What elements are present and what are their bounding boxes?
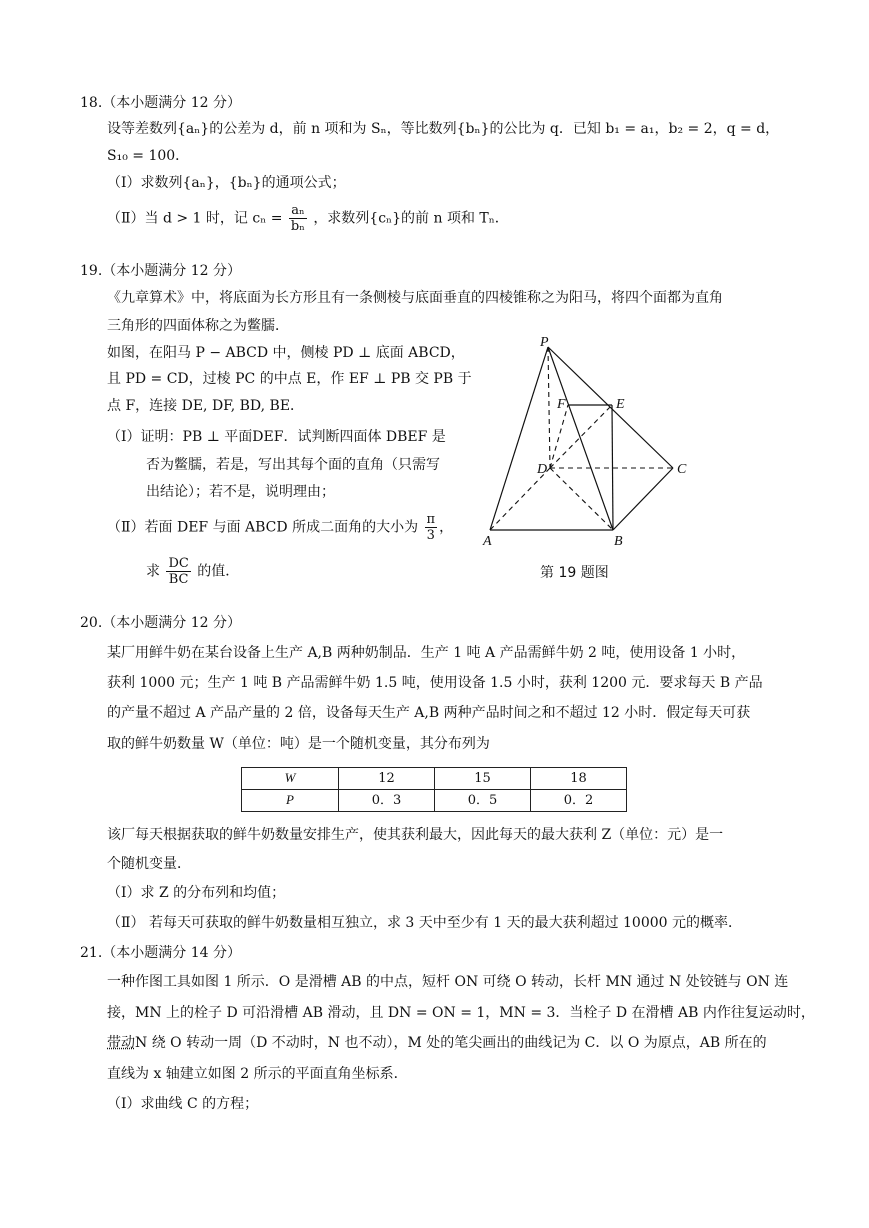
- label-D: D: [537, 462, 548, 477]
- q20-text-line3: 的产量不超过 A 产品产量的 2 倍，设备每天生产 A,B 两种产品时间之和不超过 12 小时．假定每天可获: [107, 705, 751, 721]
- q19-part1-line1: （Ⅰ）证明：PB ⊥ 平面DEF．试判断四面体 DBEF 是: [107, 429, 446, 445]
- q19-part3-pre: 求: [146, 563, 160, 580]
- label-P: P: [540, 335, 549, 350]
- label-E: E: [616, 397, 625, 412]
- table-cell: 0．3: [339, 790, 435, 812]
- edge-PD-dashed: [548, 347, 550, 468]
- q21-dotted-word: 带动: [107, 1035, 135, 1051]
- q19-text-line4: 且 PD = CD，过棱 PC 的中点 E，作 EF ⊥ PB 交 PB 于: [107, 371, 472, 387]
- edge-PB: [548, 347, 613, 530]
- q21-text-line2: 接，MN 上的栓子 D 可沿滑槽 AB 滑动，且 DN = ON = 1，MN = 3．当栓子 D 在滑槽 AB 内作往复运动时，: [107, 1005, 815, 1021]
- table-cell: 0．2: [531, 790, 627, 812]
- q19-part1-line3: 出结论）；若不是，说明理由；: [146, 484, 335, 500]
- q20-part1: （Ⅰ）求 Z 的分布列和均值；: [107, 885, 286, 901]
- q19-text-line5: 点 F，连接 DE, DF, BD, BE．: [107, 398, 305, 414]
- q19-text-line2: 三角形的四面体称之为鳖臑．: [107, 318, 289, 334]
- table-cell: P: [242, 790, 339, 812]
- q21-part1: （Ⅰ）求曲线 C 的方程；: [107, 1096, 259, 1112]
- q19-part2-comma: ，: [439, 519, 454, 536]
- q18-part2: [107, 203, 509, 234]
- q19-pi-denominator: 3: [426, 528, 435, 543]
- label-A: A: [483, 534, 492, 549]
- q18-text-line1: 设等差数列{aₙ}的公差为 d，前 n 项和为 Sₙ，等比数列{bₙ}的公比为 q．已知 b₁ = a₁，b₂ = 2，q = d，: [107, 121, 780, 137]
- q18-frac-denominator: bₙ: [290, 219, 305, 234]
- edge-DE-dashed: [550, 405, 612, 468]
- q18-fraction-cn: [289, 203, 307, 234]
- table-cell: 0．5: [435, 790, 531, 812]
- table-cell: 15: [435, 768, 531, 790]
- table-row-p: [242, 790, 627, 812]
- q18-header: 18.（本小题满分 12 分）: [80, 95, 241, 111]
- q20-text-line4: 取的鲜牛奶数量 W（单位：吨）是一个随机变量，其分布列为: [107, 736, 490, 752]
- q18-text-line2: S₁₀ = 100．: [107, 148, 190, 164]
- q21-text-line3: [107, 1035, 767, 1052]
- label-C: C: [677, 462, 687, 477]
- q21-text-line1: 一种作图工具如图 1 所示．O 是滑槽 AB 的中点，短杆 ON 可绕 O 转动，长杆 MN 通过 N 处铰链与 ON 连: [107, 974, 789, 990]
- edge-PC: [548, 347, 673, 468]
- q18-part2-text-b: ，求数列{cₙ}的前 n 项和 Tₙ．: [313, 210, 509, 227]
- table-cell: 18: [531, 768, 627, 790]
- q19-fraction-dc-bc: [166, 556, 190, 587]
- q20-text-line2: 获利 1000 元；生产 1 吨 B 产品需鲜牛奶 1.5 吨，使用设备 1.5 小时，获利 1200 元．要求每天 B 产品: [107, 675, 763, 691]
- q19-part3: [146, 556, 239, 587]
- table-cell: W: [242, 768, 339, 790]
- edge-PA: [490, 347, 548, 530]
- q21-text-line3-rest: N 绕 O 转动一周（D 不动时，N 也不动），M 处的笔尖画出的曲线记为 C．以 O 为原点，AB 所在的: [135, 1035, 767, 1051]
- q19-figure-caption: 第 19 题图: [540, 565, 609, 581]
- label-B: B: [614, 534, 623, 549]
- q19-part2: [107, 512, 453, 543]
- q19-pyramid-figure: [478, 330, 708, 560]
- q19-fraction-pi-3: [425, 512, 438, 543]
- edge-DB-dashed: [550, 468, 613, 530]
- q18-frac-numerator: aₙ: [289, 203, 307, 219]
- q20-distribution-table: [241, 767, 627, 812]
- q19-bc-denominator: BC: [168, 572, 189, 587]
- q21-header: 21.（本小题满分 14 分）: [80, 945, 241, 961]
- q20-text-line1: 某厂用鲜牛奶在某台设备上生产 A,B 两种奶制品．生产 1 吨 A 产品需鲜牛奶 2 吨，使用设备 1 小时，: [107, 645, 746, 661]
- edge-EB: [612, 405, 613, 530]
- q19-header: 19.（本小题满分 12 分）: [80, 263, 241, 279]
- q19-text-line3: 如图，在阳马 P − ABCD 中，侧棱 PD ⊥ 底面 ABCD，: [107, 345, 465, 361]
- label-F: F: [557, 397, 566, 412]
- q21-text-line4: 直线为 x 轴建立如图 2 所示的平面直角坐标系．: [107, 1066, 408, 1082]
- q20-text-line5: 该厂每天根据获取的鲜牛奶数量安排生产，使其获利最大，因此每天的最大获利 Z（单位：元）是一: [107, 827, 724, 843]
- q19-text-line1: 《九章算术》中，将底面为长方形且有一条侧棱与底面垂直的四棱锥称之为阳马，将四个面都为直角: [107, 290, 723, 306]
- table-row-w: [242, 768, 627, 790]
- q20-part2: （Ⅱ） 若每天可获取的鲜牛奶数量相互独立，求 3 天中至少有 1 天的最大获利超过 10000 元的概率．: [107, 915, 743, 931]
- q19-part1-line2: 否为鳖臑，若是，写出其每个面的直角（只需写: [146, 457, 440, 473]
- q19-part2-text: （Ⅱ）若面 DEF 与面 ABCD 所成二面角的大小为: [107, 519, 419, 536]
- q19-dc-numerator: DC: [168, 556, 189, 571]
- q19-part3-post: 的值．: [197, 563, 240, 580]
- table-cell: 12: [339, 768, 435, 790]
- edge-DA-dashed: [490, 468, 550, 530]
- edge-BC: [613, 468, 673, 530]
- q20-header: 20.（本小题满分 12 分）: [80, 615, 241, 631]
- q18-part2-text-a: （Ⅱ）当 d > 1 时，记 cₙ =: [107, 210, 283, 227]
- q19-pi-numerator: π: [426, 512, 436, 527]
- q18-part1: （Ⅰ）求数列{aₙ}，{bₙ}的通项公式；: [107, 175, 346, 191]
- q20-text-line6: 个随机变量．: [107, 856, 191, 872]
